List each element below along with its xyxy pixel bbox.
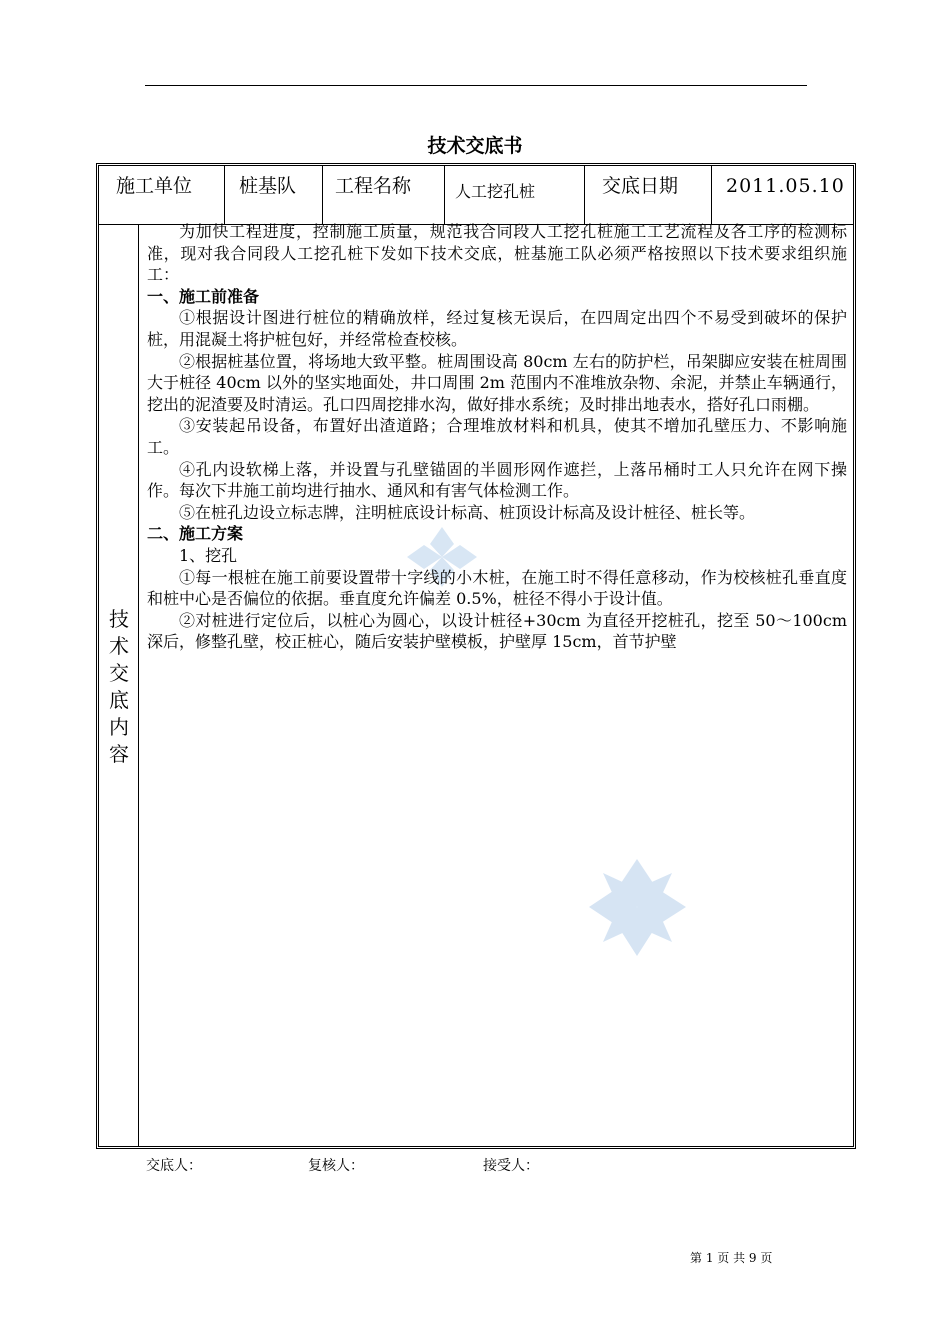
document-title: 技术交底书 — [427, 135, 523, 157]
unit-value: 桩基队 — [239, 175, 297, 197]
page-number: 第 1 页 共 9 页 — [690, 1251, 773, 1265]
date-value: 2011.05.10 — [726, 175, 845, 197]
content-body — [147, 221, 847, 653]
header-rule — [145, 85, 807, 86]
section-heading: 一、施工前准备 — [147, 286, 260, 306]
paragraph: ③安装起吊设备，布置好出渣道路；合理堆放材料和机具，使其不增加孔壁压力、不影响施工。 — [147, 416, 847, 457]
paragraph: ②对桩进行定位后，以桩心为圆心，以设计桩径+30cm 为直径开挖桩孔，挖至 50～100cm 深后，修整孔壁，校正桩心，随后安装护壁模板，护壁厚 15cm，首节护壁 — [147, 610, 847, 652]
side-column-divider — [138, 224, 139, 1146]
watermark-emblem-icon — [585, 855, 690, 960]
intro-paragraph: 为加快工程进度，控制施工质量，规范我合同段人工挖孔桩施工工艺流程及各工序的检测标准，现对我合同段人工挖孔桩下发如下技术交底，桩基施工队必须严格按照以下技术要求组织施工： — [147, 222, 847, 285]
paragraph: ④孔内设软梯上落，并设置与孔壁锚固的半圆形网作遮拦，上落吊桶时工人只允许在网下操作。每次下井施工前均进行抽水、通风和有害气体检测工作。 — [147, 459, 847, 501]
reviewer-signature-label: 复核人： — [308, 1158, 364, 1174]
paragraph: ①根据设计图进行桩位的精确放样，经过复核无误后，在四周定出四个不易受到破坏的保护桩，用混凝土将护桩包好，并经常检查校核。 — [147, 308, 847, 349]
paragraph: ②根据桩基位置，将场地大致平整。桩周围设高 80cm 左右的防护栏，吊架脚应安装在桩周围大于桩径 40cm 以外的坚实地面处，井口周围 2m 范围内不准堆放杂物、余泥，并禁止车辆通行，挖出的泥渣要及时清运。孔口四周挖排水沟，做好排水系统；及时排出地表水，搭好孔口雨棚。 — [147, 351, 847, 414]
paragraph: ①每一根桩在施工前要设置带十字线的小木桩，在施工时不得任意移动，作为校核桩孔垂直度和桩中心是否偏位的依据。垂直度允许偏差 0.5%，桩径不得小于设计值。 — [147, 567, 847, 609]
receiver-signature-label: 接受人： — [483, 1158, 539, 1174]
handover-signature-label: 交底人： — [146, 1158, 202, 1174]
section-heading: 二、施工方案 — [147, 524, 244, 544]
unit-label: 施工单位 — [116, 175, 193, 197]
subsection-heading: 1、挖孔 — [179, 545, 238, 565]
side-label: 技 术 交 底 内 容 — [109, 607, 129, 766]
paragraph: ⑤在桩孔边设立标志牌，注明桩底设计标高、桩顶设计标高及设计桩径、桩长等。 — [179, 502, 756, 522]
project-label: 工程名称 — [335, 175, 412, 197]
project-value: 人工挖孔桩 — [455, 182, 536, 201]
date-label: 交底日期 — [602, 175, 679, 197]
